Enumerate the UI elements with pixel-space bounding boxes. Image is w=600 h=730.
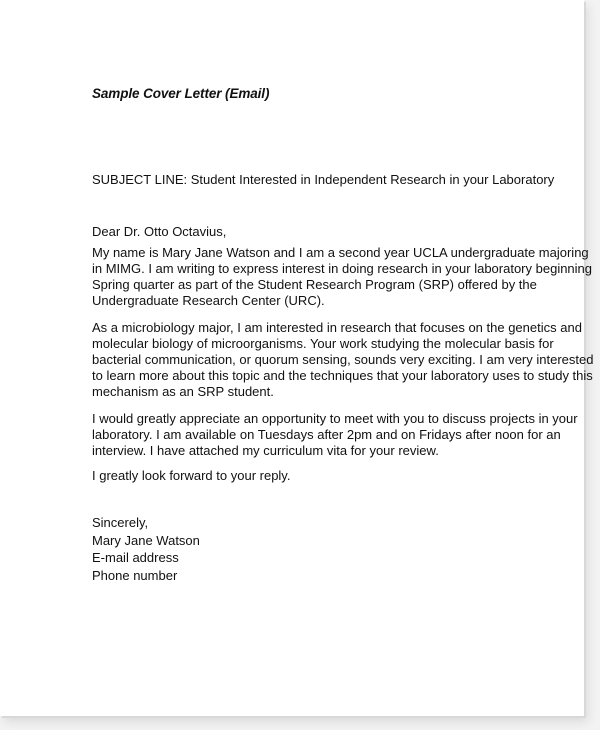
signature-block [92,514,200,584]
closing: Sincerely, [92,515,149,530]
sender-name: Mary Jane Watson [92,532,200,548]
paragraph-intro [92,245,593,309]
text-line: mechanism as an SRP student. [92,384,274,399]
greeting: Dear Dr. Otto Octavius, [92,224,227,239]
text-line: Spring quarter as part of the Student Research Program (SRP) offered by the [92,277,537,292]
sender-phone: Phone number [92,567,178,583]
sender-email: E-mail address [92,550,179,565]
text-line: I greatly look forward to your reply. [92,468,291,483]
text-line: laboratory. I am available on Tuesdays after 2pm and on Fridays after noon for an [92,427,561,442]
text-line: molecular biology of microorganisms. Your work studying the molecular basis for [92,336,554,351]
text-line: to learn more about this topic and the techniques that your laboratory uses to study this [92,368,593,383]
text-line: As a microbiology major, I am interested in research that focuses on the genetics and [92,320,582,335]
text-line: I would greatly appreciate an opportunity to meet with you to discuss projects in your [92,411,578,426]
subject-line: SUBJECT LINE: Student Interested in Independent Research in your Laboratory [92,172,555,187]
text-line: in MIMG. I am writing to express interest in doing research in your laboratory beginning [92,261,593,276]
text-line: Undergraduate Research Center (URC). [92,293,325,308]
text-line: My name is Mary Jane Watson and I am a second year UCLA undergraduate majoring [92,245,589,260]
text-line: interview. I have attached my curriculum vita for your review. [92,443,439,458]
paragraph-meeting [92,411,578,459]
paragraph-closing-remark [92,468,562,484]
document-title: Sample Cover Letter (Email) [92,86,270,101]
paragraph-interest [92,320,594,400]
text-line: bacterial communication, or quorum sensing, sounds very exciting. I am very interested [92,352,594,367]
